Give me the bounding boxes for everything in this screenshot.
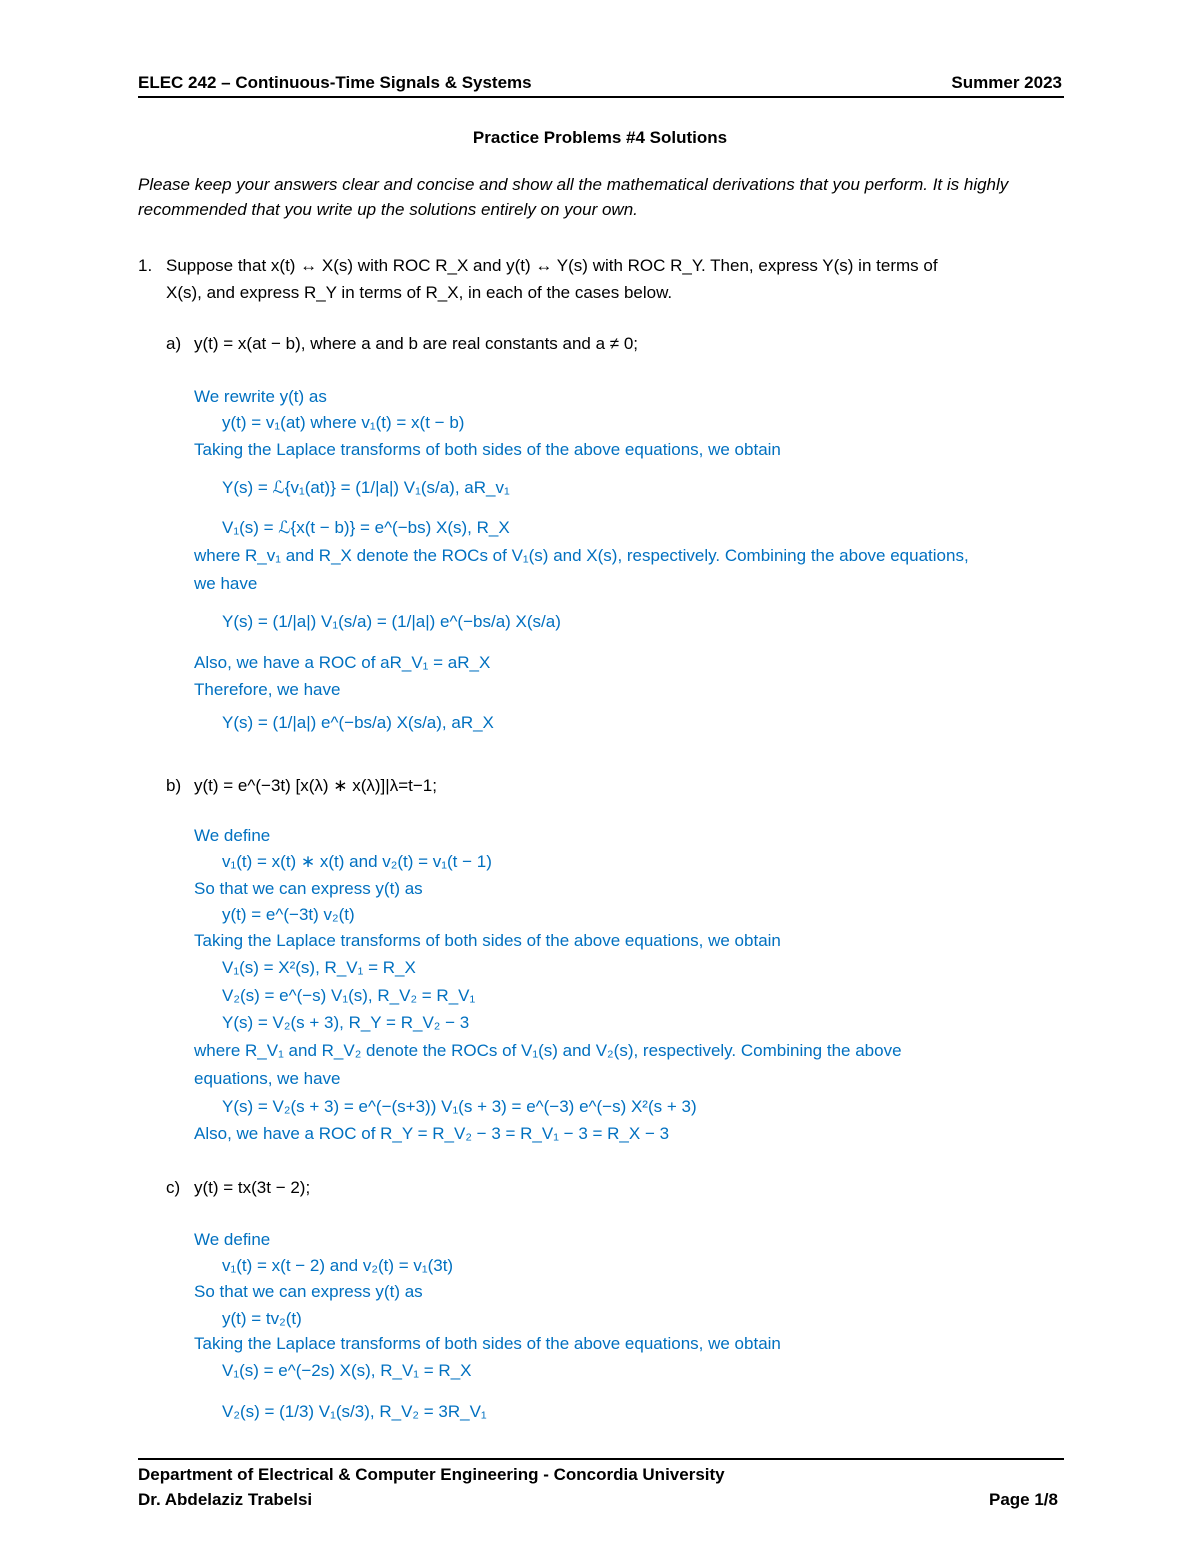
part-b-line: V₁(s) = X²(s), R_V₁ = R_X [222, 958, 416, 977]
course-title: ELEC 242 – Continuous-Time Signals & Systems [138, 73, 532, 92]
problem-statement-line-1: Suppose that x(t) ↔ X(s) with ROC R_X and y(t) ↔ Y(s) with ROC R_Y. Then, express Y(s) in terms of [166, 256, 938, 275]
part-a-line: Also, we have a ROC of aR_V₁ = aR_X [194, 653, 491, 672]
part-b-line: Taking the Laplace transforms of both sides of the above equations, we obtain [194, 931, 781, 950]
part-c-line: v₁(t) = x(t − 2) and v₂(t) = v₁(3t) [222, 1256, 454, 1275]
part-b-line: where R_V₁ and R_V₂ denote the ROCs of V₁(s) and V₂(s), respectively. Combining the above [194, 1041, 902, 1060]
part-b-statement: y(t) = e^(−3t) [x(λ) ∗ x(λ)]|λ=t−1; [194, 776, 437, 795]
part-b-line: V₂(s) = e^(−s) V₁(s), R_V₂ = R_V₁ [222, 986, 476, 1005]
instructor-name: Dr. Abdelaziz Trabelsi [138, 1490, 313, 1509]
part-b-line: v₁(t) = x(t) ∗ x(t) and v₂(t) = v₁(t − 1) [222, 852, 492, 871]
part-a-line: we have [194, 574, 258, 593]
document-title: Practice Problems #4 Solutions [472, 128, 728, 147]
part-a-line: Taking the Laplace transforms of both sides of the above equations, we obtain [194, 440, 781, 459]
page-number: Page 1/8 [989, 1490, 1058, 1509]
part-b-line: Also, we have a ROC of R_Y = R_V₂ − 3 = R_V₁ − 3 = R_X − 3 [194, 1124, 670, 1143]
part-b-line: equations, we have [194, 1069, 341, 1088]
department-label: Department of Electrical & Computer Engineering - Concordia University [138, 1465, 725, 1484]
part-a-line: where R_v₁ and R_X denote the ROCs of V₁(s) and X(s), respectively. Combining the above equations, [194, 546, 969, 565]
part-a-line: y(t) = v₁(at) where v₁(t) = x(t − b) [222, 413, 465, 432]
part-b-line: y(t) = e^(−3t) v₂(t) [222, 905, 355, 924]
part-a-statement: y(t) = x(at − b), where a and b are real constants and a ≠ 0; [194, 334, 639, 353]
part-c-line: Taking the Laplace transforms of both sides of the above equations, we obtain [194, 1334, 781, 1353]
part-a-line: We rewrite y(t) as [194, 387, 327, 406]
part-c-line: V₁(s) = e^(−2s) X(s), R_V₁ = R_X [222, 1361, 472, 1380]
part-c-line: V₂(s) = (1/3) V₁(s/3), R_V₂ = 3R_V₁ [222, 1402, 487, 1421]
part-a-line: Y(s) = ℒ{v₁(at)} = (1/|a|) V₁(s/a), aR_v₁ [222, 478, 510, 497]
part-b-line: Y(s) = V₂(s + 3) = e^(−(s+3)) V₁(s + 3) = e^(−3) e^(−s) X²(s + 3) [222, 1097, 697, 1116]
part-b-label: b) [166, 776, 182, 795]
part-c-label: c) [166, 1178, 181, 1197]
part-b-line: We define [194, 826, 271, 845]
instructions-line-2: recommended that you write up the solutions entirely on your own. [138, 200, 638, 219]
problem-statement-line-2: X(s), and express R_Y in terms of R_X, in each of the cases below. [166, 283, 673, 302]
part-c-line: We define [194, 1230, 271, 1249]
part-c-statement: y(t) = tx(3t − 2); [194, 1178, 311, 1197]
part-a-line: Therefore, we have [194, 680, 341, 699]
part-b-line: Y(s) = V₂(s + 3), R_Y = R_V₂ − 3 [222, 1013, 470, 1032]
term-label: Summer 2023 [951, 73, 1062, 92]
footer-rule [138, 1458, 1064, 1460]
part-a-line: Y(s) = (1/|a|) e^(−bs/a) X(s/a), aR_X [222, 713, 494, 732]
part-a-label: a) [166, 334, 182, 353]
problem-number: 1. [138, 256, 153, 275]
header-rule [138, 96, 1064, 98]
part-b-line: So that we can express y(t) as [194, 879, 423, 898]
part-a-line: V₁(s) = ℒ{x(t − b)} = e^(−bs) X(s), R_X [222, 518, 510, 537]
part-c-line: So that we can express y(t) as [194, 1282, 423, 1301]
part-a-line: Y(s) = (1/|a|) V₁(s/a) = (1/|a|) e^(−bs/a) X(s/a) [222, 612, 561, 631]
instructions-line-1: Please keep your answers clear and concise and show all the mathematical derivations that you perform. It is highly [138, 175, 1009, 194]
part-c-line: y(t) = tv₂(t) [222, 1309, 302, 1328]
